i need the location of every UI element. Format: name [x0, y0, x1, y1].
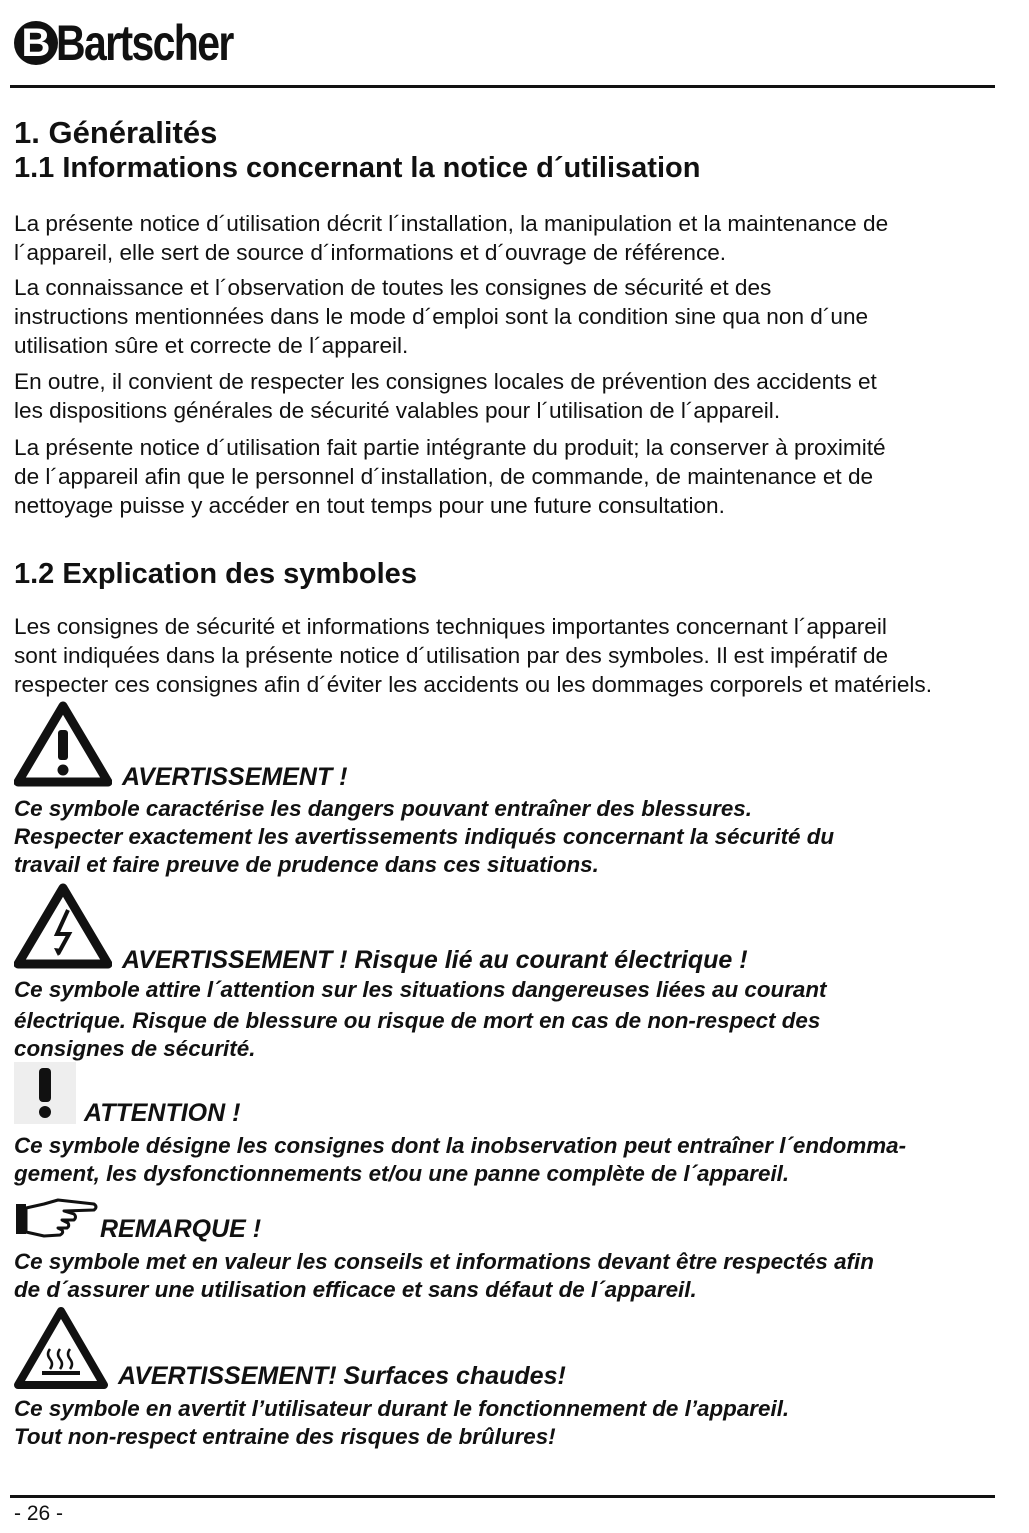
page-number: - 26 -	[14, 1502, 64, 1525]
description-line: Ce symbole en avertit l’utilisateur durant le fonctionnement de l’appareil.	[14, 1396, 790, 1421]
description-line: Tout non-respect entraine des risques de brûlures!	[14, 1424, 556, 1449]
description-line: Ce symbole désigne les consignes dont la inobservation peut entraîner l´endomma-	[14, 1133, 907, 1158]
logo-text: Bartscher	[56, 15, 233, 71]
subsection-title-1-1: 1.1 Informations concernant la notice d´utilisation	[14, 152, 701, 184]
electric-hazard-icon	[14, 882, 112, 970]
symbols-intro	[14, 612, 1014, 699]
paragraph-line: nettoyage puisse y accéder en tout temps pour une future consultation.	[14, 493, 725, 518]
paragraph	[14, 273, 1014, 360]
symbol-description	[14, 1132, 1024, 1188]
logo-mark: B	[14, 21, 58, 65]
paragraph-line: l´appareil, elle sert de source d´informations et d´ouvrage de référence.	[14, 240, 727, 265]
description-line: consignes de sécurité.	[14, 1036, 256, 1061]
paragraph-line: La connaissance et l´observation de toutes les consignes de sécurité et des	[14, 275, 772, 300]
symbol-description	[14, 1248, 1024, 1304]
symbol-title: REMARQUE !	[100, 1215, 262, 1243]
paragraph	[14, 209, 1014, 267]
paragraph-line: de l´appareil afin que le personnel d´installation, de commande, de maintenance et de	[14, 464, 874, 489]
pointing-hand-icon	[14, 1198, 98, 1240]
paragraph-line: respecter ces consignes afin d´éviter les accidents ou les dommages corporels et matériels.	[14, 672, 932, 697]
symbol-title: ATTENTION !	[84, 1099, 241, 1127]
footer-rule	[10, 1495, 995, 1498]
subsection-title-1-2: 1.2 Explication des symboles	[14, 558, 417, 590]
description-line: Ce symbole caractérise les dangers pouvant entraîner des blessures.	[14, 796, 752, 821]
paragraph-line: La présente notice d´utilisation fait partie intégrante du produit; la conserver à proximité	[14, 435, 886, 460]
symbol-description	[14, 976, 1024, 1063]
description-line: de d´assurer une utilisation efficace et sans défaut de l´appareil.	[14, 1277, 697, 1302]
description-line: Ce symbole attire l´attention sur les situations dangereuses liées au courant	[14, 977, 827, 1002]
hot-surface-icon	[14, 1305, 108, 1391]
description-line: travail et faire preuve de prudence dans ces situations.	[14, 852, 599, 877]
paragraph-line: Les consignes de sécurité et informations techniques importantes concernant l´appareil	[14, 614, 887, 639]
brand-logo	[14, 4, 271, 82]
paragraph	[14, 367, 1014, 425]
description-line: électrique. Risque de blessure ou risque de mort en cas de non-respect des	[14, 1008, 821, 1033]
paragraph-line: sont indiquées dans la présente notice d´utilisation par des symboles. Il est impératif de	[14, 643, 889, 668]
header-rule	[10, 85, 995, 88]
exclamation-icon	[14, 1062, 76, 1124]
symbol-title: AVERTISSEMENT! Surfaces chaudes!	[118, 1362, 566, 1390]
warning-triangle-icon	[14, 700, 112, 788]
description-line: Ce symbole met en valeur les conseils et informations devant être respectés afin	[14, 1249, 874, 1274]
paragraph	[14, 433, 1014, 520]
symbol-title: AVERTISSEMENT !	[122, 763, 348, 791]
symbol-title: AVERTISSEMENT ! Risque lié au courant électrique !	[122, 946, 748, 974]
paragraph-line: instructions mentionnées dans le mode d´emploi sont la condition sine qua non d´une	[14, 304, 869, 329]
paragraph-line: utilisation sûre et correcte de l´appareil.	[14, 333, 409, 358]
description-line: Respecter exactement les avertissements indiqués concernant la sécurité du	[14, 824, 835, 849]
section-title: 1. Généralités	[14, 115, 218, 150]
symbol-description	[14, 1395, 1024, 1451]
symbol-description	[14, 795, 1024, 879]
description-line: gement, les dysfonctionnements et/ou une panne complète de l´appareil.	[14, 1161, 790, 1186]
paragraph-line: les dispositions générales de sécurité valables pour l´utilisation de l´appareil.	[14, 398, 781, 423]
paragraph-line: La présente notice d´utilisation décrit l´installation, la manipulation et la maintenance de	[14, 211, 889, 236]
paragraph-line: En outre, il convient de respecter les consignes locales de prévention des accidents et	[14, 369, 877, 394]
